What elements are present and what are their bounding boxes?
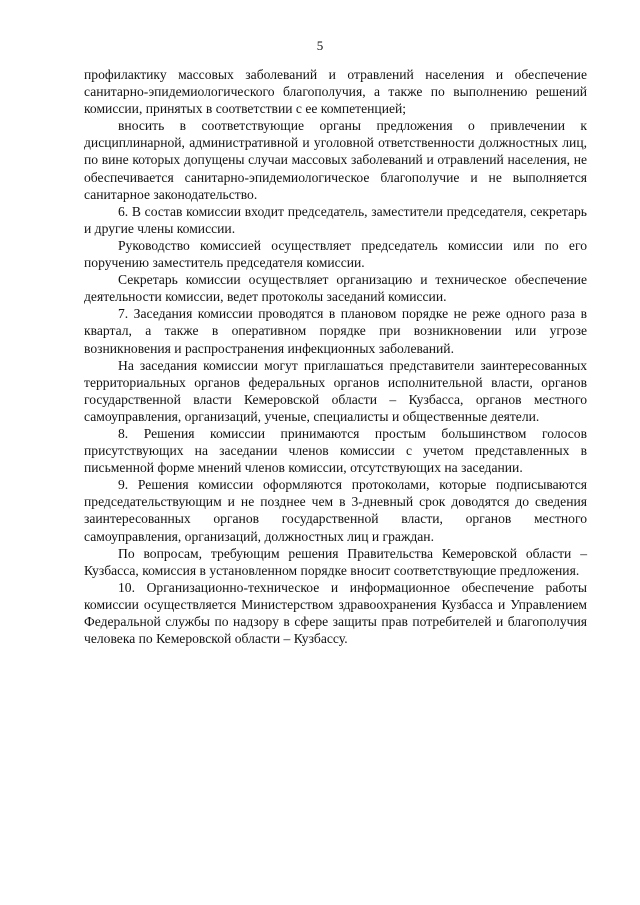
paragraph-invited-participants: На заседания комиссии могут приглашаться представители заинтересованных территориальных органов федеральных органов исполнительной власти, органов государственной власти Кемеровской области – Кузбасса, органов местного самоуправления, организаций, ученые, специалисты и общественные деятели. bbox=[84, 357, 587, 424]
paragraph-item-9-protocols: 9. Решения комиссии оформляются протоколами, которые подписываются председательствующим и не позднее чем в 3-дневный срок доводятся до сведения заинтересованных органов государственной власти, органов местного самоуправления, организаций, должностных лиц и граждан. bbox=[84, 477, 587, 544]
paragraph-secretary: Секретарь комиссии осуществляет организацию и техническое обеспечение деятельности комиссии, ведет протоколы заседаний комиссии. bbox=[84, 272, 587, 305]
paragraph-item-10-support: 10. Организационно-техническое и информационное обеспечение работы комиссии осуществляется Министерством здравоохранения Кузбасса и Управлением Федеральной службы по надзору в сфере защиты прав потребителей и благополучия человека по Кемеровской области – Кузбассу. bbox=[84, 579, 587, 647]
document-body bbox=[84, 66, 587, 647]
paragraph-item-6-composition: 6. В состав комиссии входит председатель, заместители председателя, секретарь и другие члены комиссии. bbox=[84, 203, 587, 236]
paragraph-item-8-decisions: 8. Решения комиссии принимаются простым большинством голосов присутствующих на заседании членов комиссии с учетом представленных в письменной форме мнений членов комиссии, отсутствующих на заседании. bbox=[84, 425, 587, 476]
page-number: 5 bbox=[316, 38, 324, 53]
paragraph-government-proposals: По вопросам, требующим решения Правительства Кемеровской области – Кузбасса, комиссия в установленном порядке вносит соответствующие предложения. bbox=[84, 545, 587, 578]
paragraph-continuation: профилактику массовых заболеваний и отравлений населения и обеспечение санитарно-эпидемиологического благополучия, а также по выполнению решений комиссии, принятых в соответствии с ее компетенцией; bbox=[84, 67, 587, 117]
paragraph-leadership: Руководство комиссией осуществляет председатель комиссии или по его поручению заместитель председателя комиссии. bbox=[84, 237, 587, 271]
paragraph-item-7-meetings: 7. Заседания комиссии проводятся в плановом порядке не реже одного раза в квартал, а также в оперативном порядке при возникновении или угрозе возникновения и распространения инфекционных заболеваний. bbox=[84, 306, 587, 356]
paragraph-propose-liability: вносить в соответствующие органы предложения о привлечении к дисциплинарной, административной и уголовной ответственности должностных лиц, по вине которых допущены случаи массовых заболеваний и отравлений населения, не обеспечивается санитарно-эпидемиологическое благополучие и не выполняется санитарное законодательство. bbox=[84, 118, 587, 202]
